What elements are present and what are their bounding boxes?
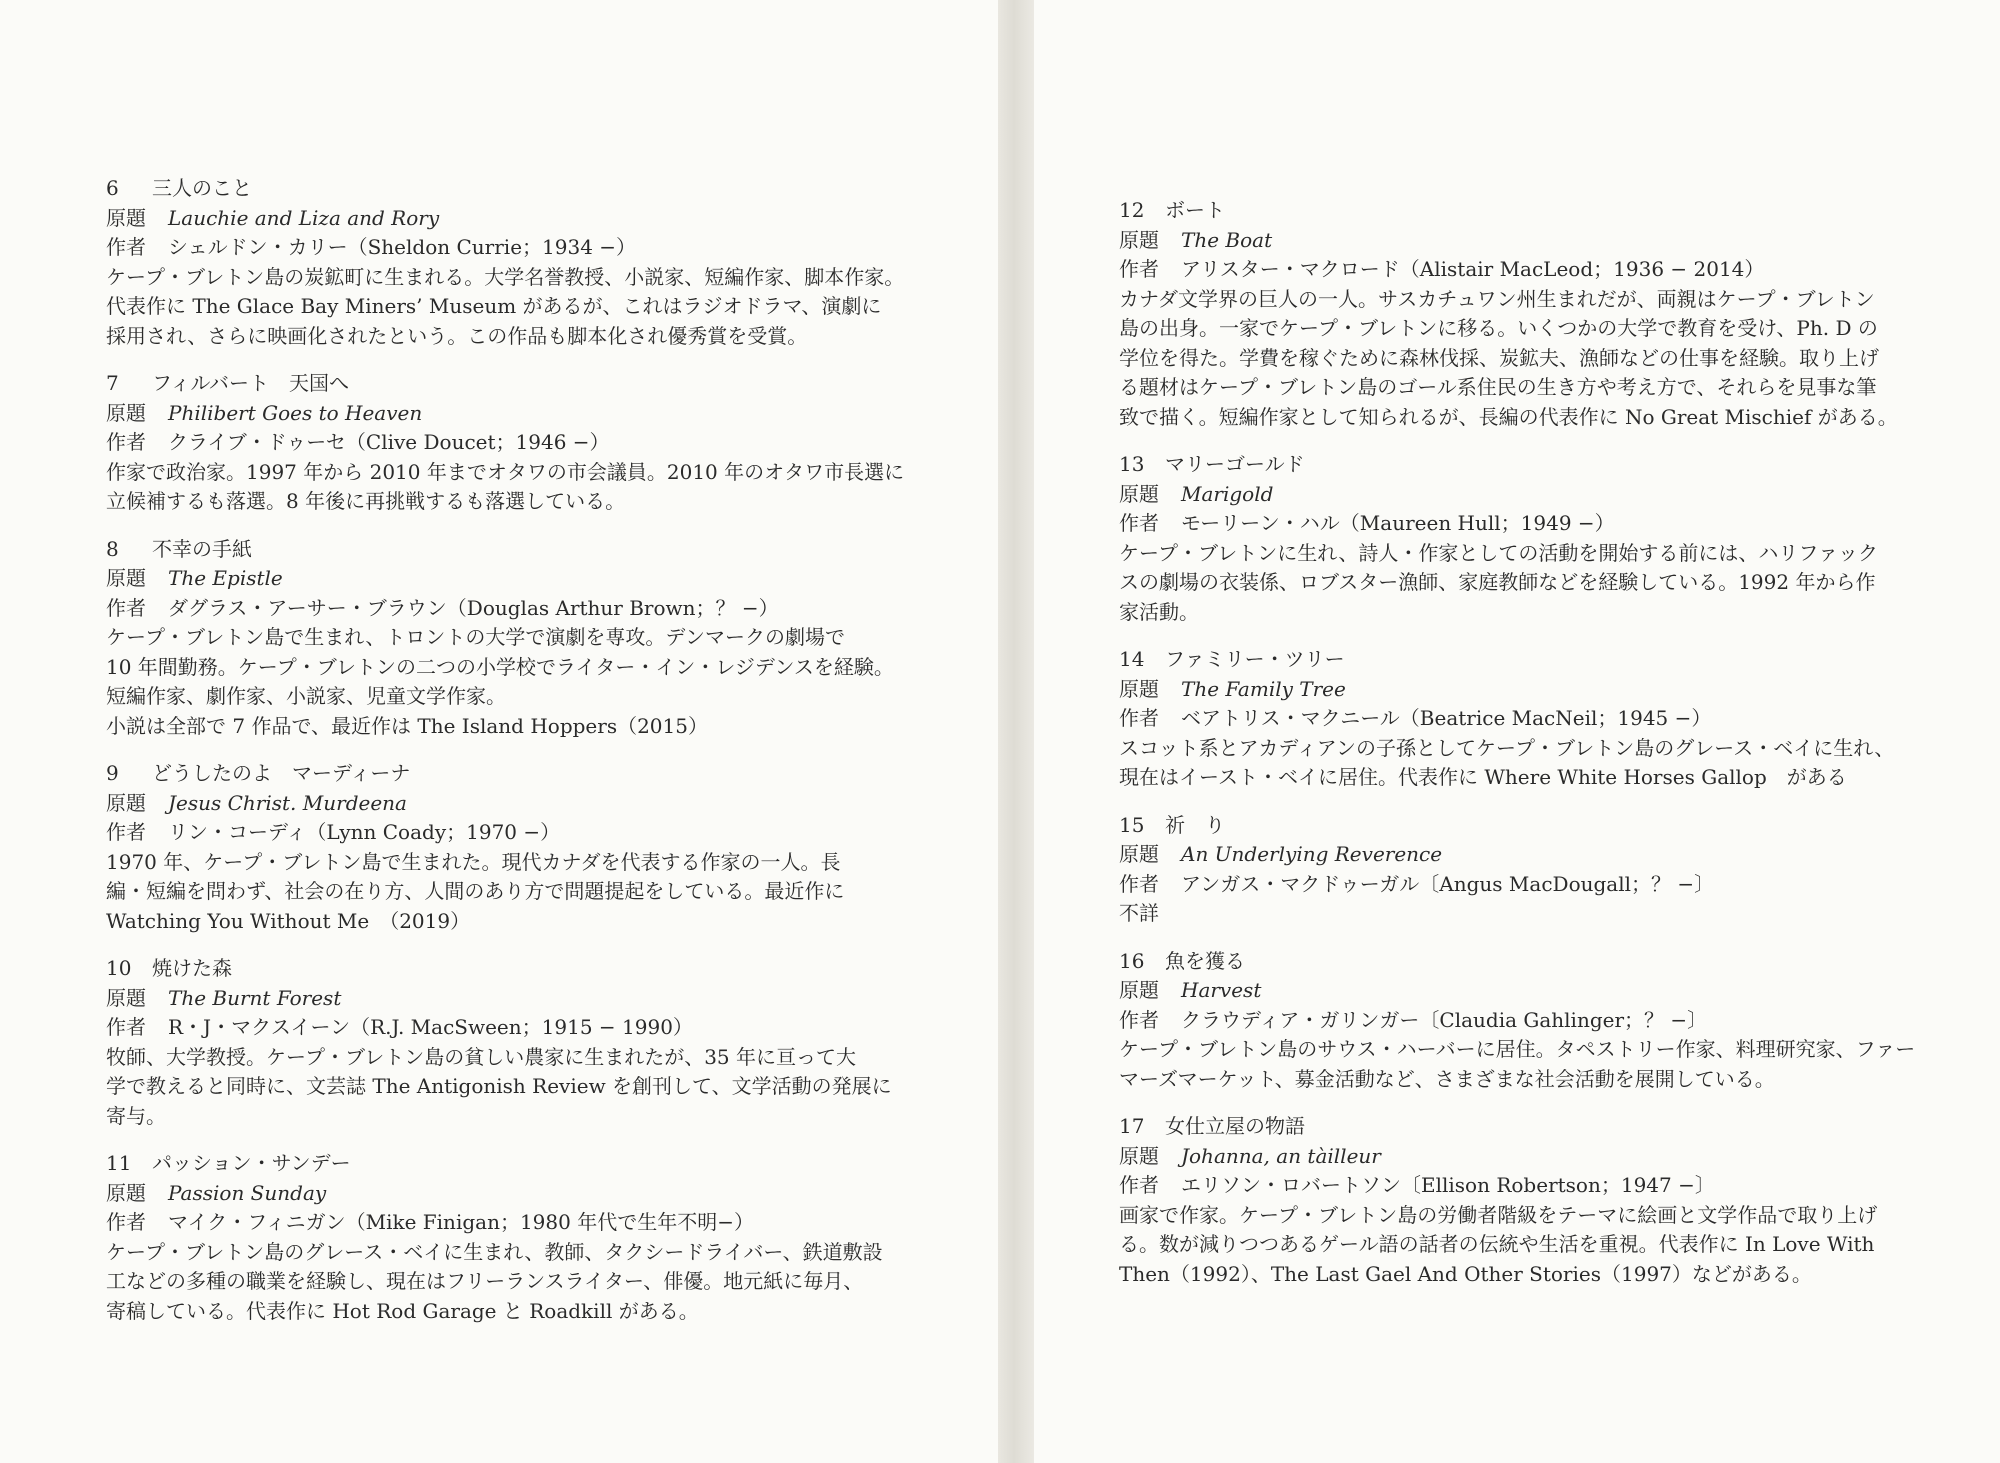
original-title-line [1119, 675, 1929, 705]
book-gutter [998, 0, 1034, 1463]
author-name: アリスター・マクロード（Alistair MacLeod；1936 − 2014） [1181, 257, 1765, 281]
author-label: 作者 [1119, 706, 1159, 730]
original-title: An Underlying Reverence [1181, 842, 1443, 866]
entry-number: 13 [1119, 452, 1145, 476]
original-title-label: 原題 [1119, 1143, 1159, 1168]
bio-line: る題材はケープ・ブレトン島のゴール系住民の生き方や考え方で、それらを見事な筆 [1119, 375, 1877, 399]
bio-line: 10 年間勤務。ケープ・ブレトンの二つの小学校でライター・イン・レジデンスを経験。 [106, 654, 894, 679]
bio-line: 牧師、大学教授。ケープ・ブレトン島の貧しい農家に生まれたが、35 年に亘って大 [106, 1044, 857, 1069]
original-title-label: 原題 [106, 985, 146, 1010]
original-title-line [106, 204, 916, 234]
original-title-label: 原題 [1119, 676, 1159, 701]
bio-line: 学で教えると同時に、文芸誌 The Antigonish Review を創刊して、文学活動の発展に [106, 1074, 892, 1098]
author-label: 作者 [1119, 257, 1159, 281]
author-entry [1119, 196, 1929, 432]
bio-line: 現在はイースト・ベイに居住。代表作に Where White Horses Gallop がある [1119, 765, 1847, 789]
entry-title: どうしたのよ マーディーナ [152, 761, 411, 785]
author-name: モーリーン・ハル（Maureen Hull；1949 −） [1181, 511, 1615, 535]
entry-number: 10 [106, 956, 132, 980]
author-line [1119, 704, 1929, 734]
bio-line: 1970 年、ケープ・ブレトン島で生まれた。現代カナダを代表する作家の一人。長 [106, 849, 841, 874]
author-entries-right [1119, 196, 1929, 1307]
author-line [1119, 509, 1929, 539]
original-title: Marigold [1181, 481, 1274, 506]
bio-line: 小説は全部で 7 作品で、最近作は The Island Hoppers（2015） [106, 713, 708, 738]
entry-heading [106, 535, 916, 565]
original-title: The Boat [1181, 227, 1273, 252]
original-title-label: 原題 [106, 566, 146, 590]
original-title: The Burnt Forest [168, 985, 342, 1010]
author-label: 作者 [106, 1015, 146, 1039]
author-entry [106, 1149, 916, 1326]
bio-line: カナダ文学界の巨人の一人。サスカチュワン州生まれだが、両親はケープ・ブレトン [1119, 286, 1875, 311]
bio-line: ケープ・ブレトン島の炭鉱町に生まれる。大学名誉教授、小説家、短編作家、脚本作家。 [106, 264, 905, 289]
author-label: 作者 [106, 430, 146, 454]
author-name: リン・コーディ（Lynn Coady；1970 −） [168, 820, 561, 844]
bio-line: 短編作家、劇作家、小説家、児童文学作家。 [106, 684, 506, 708]
author-name: アンガス・マクドゥーガル〔Angus MacDougall；？ −〕 [1181, 871, 1715, 896]
author-entry [106, 174, 916, 351]
entry-number: 14 [1119, 647, 1145, 671]
author-line [1119, 255, 1929, 285]
entry-heading [1119, 1112, 1929, 1142]
bio-line: ケープ・ブレトン島のサウス・ハーバーに居住。タペストリー作家、料理研究家、ファー [1119, 1037, 1916, 1061]
entry-heading [106, 1149, 916, 1179]
bio-line: 家活動。 [1119, 599, 1199, 624]
author-label: 作者 [106, 1210, 146, 1234]
entry-heading [1119, 196, 1929, 226]
entry-title: ファミリー・ツリー [1165, 647, 1345, 671]
original-title-line [106, 789, 916, 819]
author-line [106, 233, 916, 263]
author-entry [1119, 645, 1929, 793]
original-title-label: 原題 [1119, 978, 1159, 1002]
bio-line: マーズマーケット、募金活動など、さまざまな社会活動を展開している。 [1119, 1066, 1775, 1091]
entry-number: 6 [106, 176, 119, 200]
bio-line: 立候補するも落選。8 年後に再挑戦するも落選している。 [106, 489, 626, 513]
author-line [106, 818, 916, 848]
author-name: クライブ・ドゥーセ（Clive Doucet；1946 −） [168, 430, 610, 454]
author-line [1119, 870, 1929, 900]
entry-number: 15 [1119, 812, 1145, 837]
bio-line: 代表作に The Glace Bay Miners’ Museum があるが、これはラジオドラマ、演劇に [106, 294, 882, 318]
author-entry [106, 369, 916, 517]
author-label: 作者 [106, 235, 146, 259]
bio-line: 致で描く。短編作家として知られるが、長編の代表作に No Great Mischief がある。 [1119, 404, 1898, 429]
entry-title: 焼けた森 [152, 956, 232, 980]
author-name: マイク・フィニガン（Mike Finigan；1980 年代で生年不明−） [168, 1210, 754, 1234]
author-label: 作者 [1119, 871, 1159, 896]
original-title-line [106, 984, 916, 1014]
original-title: Harvest [1181, 978, 1262, 1002]
original-title-line [1119, 976, 1929, 1006]
author-name: エリソン・ロバートソン〔Ellison Robertson；1947 −〕 [1181, 1173, 1715, 1197]
entry-heading [1119, 947, 1929, 977]
bio-line: 作家で政治家。1997 年から 2010 年までオタワの市会議員。2010 年のオタワ市長選に [106, 459, 905, 484]
left-page [0, 0, 998, 1463]
author-name: ベアトリス・マクニール（Beatrice MacNeil；1945 −） [1181, 706, 1712, 730]
entry-number: 9 [106, 761, 119, 785]
entry-heading [106, 369, 916, 399]
bio-line: 編・短編を問わず、社会の在り方、人間のあり方で問題提起をしている。最近作に [106, 879, 845, 903]
entry-title: ボート [1165, 198, 1225, 222]
original-title: Philibert Goes to Heaven [168, 400, 423, 425]
bio-line: 寄与。 [106, 1103, 166, 1128]
author-entry [1119, 450, 1929, 627]
author-line [1119, 1171, 1929, 1201]
original-title-label: 原題 [1119, 842, 1159, 866]
bio-line: 不詳 [1119, 901, 1159, 925]
author-line [106, 1013, 916, 1043]
original-title-label: 原題 [1119, 227, 1159, 252]
author-entry [106, 535, 916, 742]
author-line [1119, 1006, 1929, 1036]
original-title-line [1119, 480, 1929, 510]
bio-line: スコット系とアカディアンの子孫としてケープ・ブレトン島のグレース・ベイに生れ、 [1119, 735, 1895, 760]
original-title: Jesus Christ. Murdeena [168, 790, 407, 815]
entry-number: 7 [106, 371, 119, 395]
original-title-label: 原題 [106, 790, 146, 815]
entry-heading [106, 759, 916, 789]
original-title-line [1119, 226, 1929, 256]
original-title-label: 原題 [106, 205, 146, 230]
author-label: 作者 [1119, 1173, 1159, 1197]
original-title-line [1119, 840, 1929, 870]
author-entry [106, 759, 916, 936]
entry-heading [1119, 450, 1929, 480]
author-line [106, 1208, 916, 1238]
entry-title: 魚を獲る [1165, 948, 1245, 973]
original-title-line [1119, 1142, 1929, 1172]
author-entry [1119, 947, 1929, 1095]
original-title-line [106, 1179, 916, 1209]
entry-title: パッション・サンデー [152, 1151, 351, 1175]
author-label: 作者 [106, 820, 146, 844]
author-entry [106, 954, 916, 1131]
author-name: シェルドン・カリー（Sheldon Currie；1934 −） [168, 235, 637, 259]
entry-number: 16 [1119, 948, 1145, 973]
bio-line: 学位を得た。学費を稼ぐために森林伐採、炭鉱夫、漁師などの仕事を経験。取り上げ [1119, 345, 1879, 370]
entry-number: 17 [1119, 1114, 1145, 1138]
entry-title: マリーゴールド [1165, 452, 1305, 476]
bio-line: 画家で作家。ケープ・ブレトン島の労働者階級をテーマに絵画と文学作品で取り上げ [1119, 1202, 1878, 1227]
entry-title: フィルバート 天国へ [152, 371, 349, 395]
bio-line: ケープ・ブレトンに生れ、詩人・作家としての活動を開始する前には、ハリファック [1119, 540, 1878, 565]
bio-line: Then（1992）、The Last Gael And Other Stories（1997）などがある。 [1119, 1261, 1812, 1286]
original-title: Johanna, an tàilleur [1181, 1143, 1381, 1168]
author-label: 作者 [1119, 511, 1159, 535]
entry-title: 不幸の手紙 [152, 536, 252, 561]
original-title-line [106, 399, 916, 429]
author-name: ダグラス・アーサー・ブラウン（Douglas Arthur Brown；？ −） [168, 595, 779, 620]
entry-heading [1119, 811, 1929, 841]
author-entries-left [106, 174, 916, 1344]
author-name: R・J・マクスイーン（R.J. MacSween；1915 − 1990） [168, 1015, 693, 1039]
original-title-line [106, 564, 916, 594]
entry-heading [1119, 645, 1929, 675]
bio-line: 島の出身。一家でケープ・ブレトンに移る。いくつかの大学で教育を受け、Ph. D の [1119, 316, 1878, 340]
entry-number: 11 [106, 1151, 132, 1175]
original-title-label: 原題 [106, 1180, 146, 1205]
entry-title: 女仕立屋の物語 [1165, 1114, 1305, 1138]
entry-heading [106, 954, 916, 984]
original-title-label: 原題 [1119, 481, 1159, 506]
author-line [106, 428, 916, 458]
bio-line: スの劇場の衣装係、ロブスター漁師、家庭教師などを経験している。1992 年から作 [1119, 570, 1876, 594]
entry-title: 三人のこと [152, 176, 252, 200]
original-title-label: 原題 [106, 400, 146, 425]
original-title: The Family Tree [1181, 676, 1346, 701]
bio-line: ケープ・ブレトン島のグレース・ベイに生まれ、教師、タクシードライバー、鉄道敷設 [106, 1239, 883, 1264]
author-entry [1119, 1112, 1929, 1289]
bio-line: 寄稿している。代表作に Hot Rod Garage と Roadkill がある。 [106, 1298, 699, 1323]
author-label: 作者 [106, 595, 146, 620]
right-page [1034, 0, 2000, 1463]
bio-line: 工などの多種の職業を経験し、現在はフリーランスライター、俳優。地元紙に毎月、 [106, 1269, 864, 1293]
bio-line: ケープ・ブレトン島で生まれ、トロントの大学で演劇を専攻。デンマークの劇場で [106, 625, 845, 649]
author-line [106, 594, 916, 624]
original-title: Passion Sunday [168, 1180, 327, 1205]
entry-heading [106, 174, 916, 204]
author-name: クラウディア・ガリンガー〔Claudia Gahlinger；？ −〕 [1181, 1007, 1708, 1032]
author-entry [1119, 811, 1929, 929]
entry-title: 祈 り [1165, 812, 1225, 837]
bio-line: Watching You Without Me （2019） [106, 908, 471, 933]
entry-number: 12 [1119, 198, 1145, 222]
original-title: The Epistle [168, 566, 283, 590]
bio-line: 採用され、さらに映画化されたという。この作品も脚本化され優秀賞を受賞。 [106, 323, 808, 348]
entry-number: 8 [106, 536, 119, 561]
author-label: 作者 [1119, 1007, 1159, 1032]
bio-line: る。数が減りつつあるゲール語の話者の伝統や生活を重視。代表作に In Love With [1119, 1232, 1875, 1256]
original-title: Lauchie and Liza and Rory [168, 205, 440, 230]
